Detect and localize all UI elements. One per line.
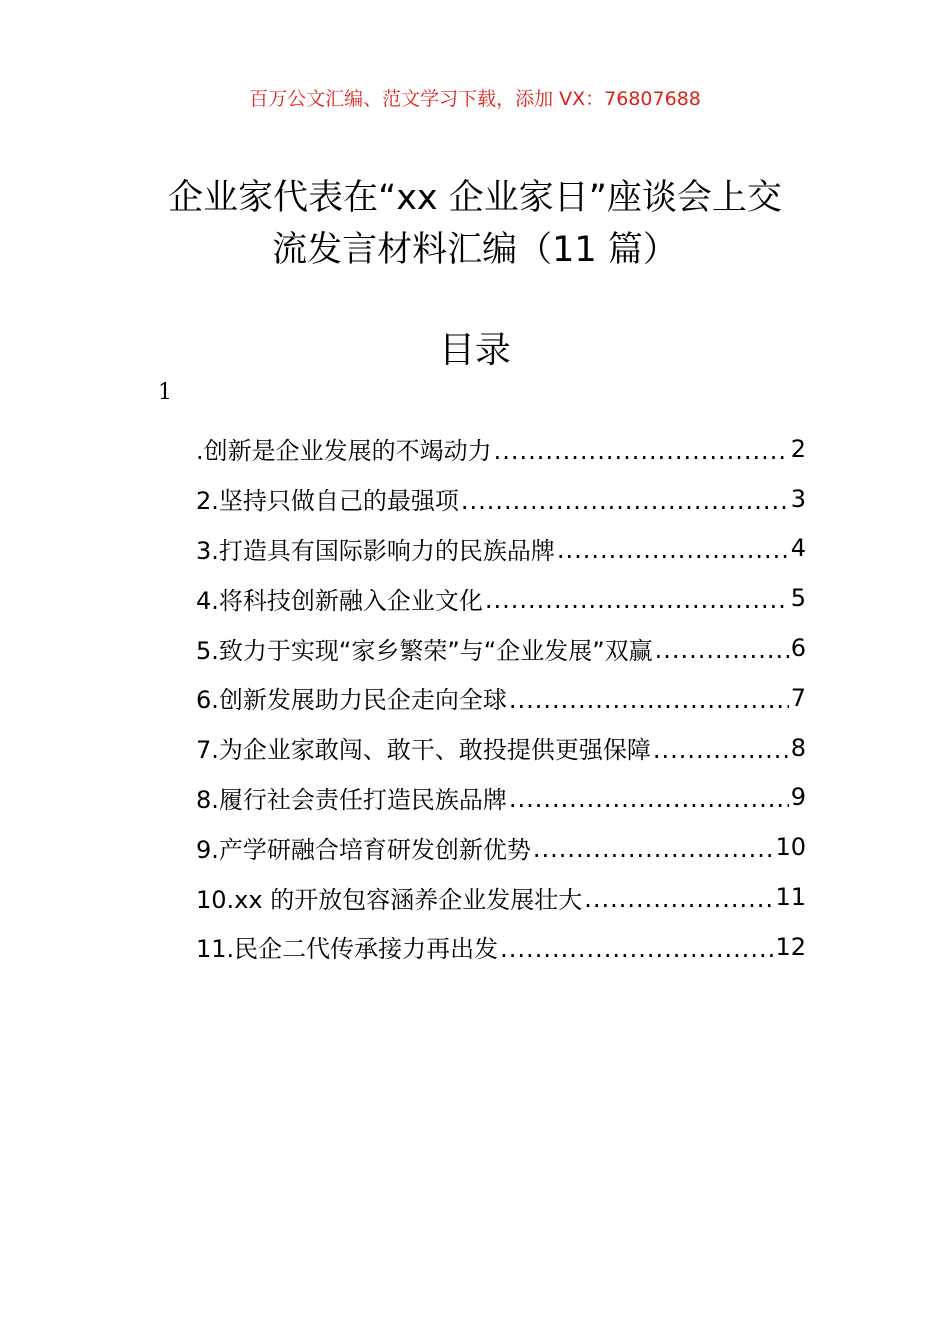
toc-dot-leader [655, 636, 789, 664]
toc-entry-label: 8.履行社会责任打造民族品牌 [196, 785, 507, 814]
toc-entry-page: 2 [790, 434, 806, 463]
toc-dot-leader [509, 785, 789, 813]
toc-entry-label: .创新是企业发展的不竭动力 [196, 437, 492, 466]
toc-entry-1[interactable] [196, 424, 806, 474]
toc-entry-page: 11 [775, 883, 806, 912]
toc-entry-page: 3 [790, 484, 806, 513]
toc-dot-leader [461, 487, 789, 515]
toc-entry-page: 12 [775, 932, 806, 961]
toc-entry-label: 2.坚持只做自己的最强项 [196, 487, 459, 516]
toc-entry-page: 8 [790, 733, 806, 762]
toc-dot-leader [494, 437, 789, 465]
toc-entry-label: 9.产学研融合培育研发创新优势 [196, 835, 531, 864]
toc-entry-8[interactable] [196, 773, 806, 823]
toc-entry-6[interactable] [196, 673, 806, 723]
toc-entry-page: 6 [790, 634, 806, 663]
toc-dot-leader [509, 686, 789, 714]
toc-stray-number: 1 [158, 380, 172, 405]
toc-dot-leader [653, 736, 789, 764]
table-of-contents [196, 424, 806, 972]
toc-dot-leader [485, 586, 789, 614]
toc-heading: 目录 [438, 330, 511, 371]
toc-entry-label: 3.打造具有国际影响力的民族品牌 [196, 536, 555, 565]
toc-entry-10[interactable] [196, 872, 806, 922]
document-title-line-1: 企业家代表在“xx 企业家日”座谈会上交 [168, 178, 782, 218]
toc-entry-7[interactable] [196, 723, 806, 773]
toc-entry-3[interactable] [196, 524, 806, 574]
toc-entry-9[interactable] [196, 822, 806, 872]
toc-entry-page: 10 [775, 833, 806, 862]
toc-entry-label: 7.为企业家敢闯、敢干、敢投提供更强保障 [196, 736, 651, 765]
toc-entry-4[interactable] [196, 573, 806, 623]
toc-entry-page: 9 [790, 783, 806, 812]
toc-entry-label: 10.xx 的开放包容涵养企业发展壮大 [196, 885, 583, 914]
toc-entry-label: 6.创新发展助力民企走向全球 [196, 686, 507, 715]
toc-dot-leader [584, 885, 773, 913]
toc-entry-label: 5.致力于实现“家乡繁荣”与“企业发展”双赢 [196, 636, 653, 665]
toc-entry-label: 4.将科技创新融入企业文化 [196, 586, 483, 615]
toc-dot-leader [557, 536, 789, 564]
document-title-line-2: 流发言材料汇编（11 篇） [272, 230, 678, 270]
toc-entry-5[interactable] [196, 623, 806, 673]
toc-entry-11[interactable] [196, 922, 806, 972]
document-title [120, 172, 830, 276]
toc-entry-page: 7 [790, 683, 806, 712]
toc-entry-2[interactable] [196, 474, 806, 524]
toc-entry-label: 11.民企二代传承接力再出发 [196, 935, 499, 964]
header-watermark-note: 百万公文汇编、范文学习下载，添加 VX：76807688 [249, 88, 701, 110]
toc-dot-leader [500, 935, 773, 963]
toc-dot-leader [533, 835, 774, 863]
toc-entry-page: 5 [790, 584, 806, 613]
toc-entry-page: 4 [790, 534, 806, 563]
